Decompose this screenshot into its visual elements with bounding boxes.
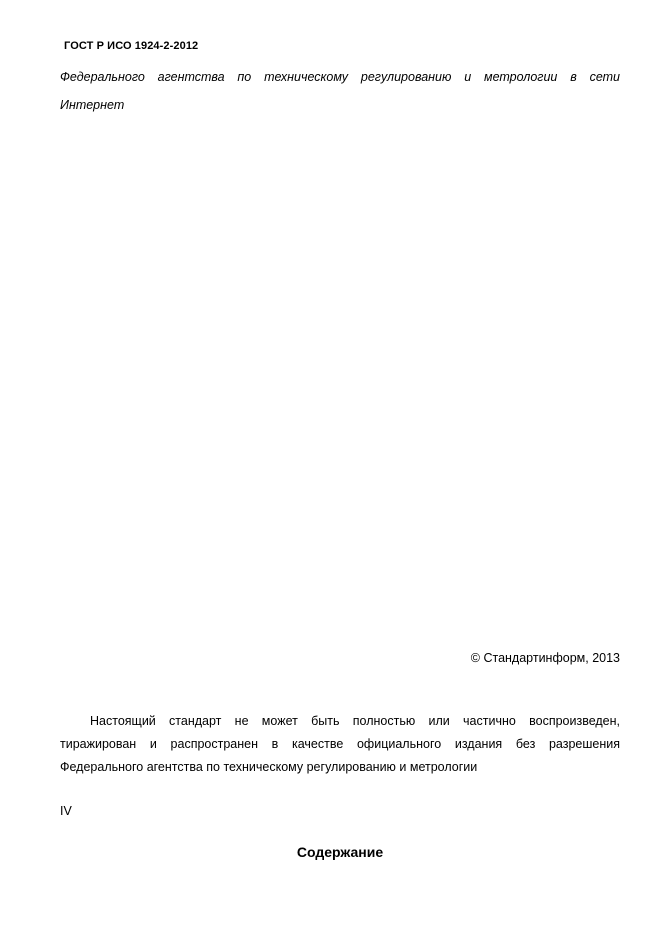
copyright-notice: © Стандартинформ, 2013	[470, 651, 620, 665]
intro-line-1: Федерального агентства по техническому регулированию и метрологии в сети	[60, 70, 620, 84]
notice-line-2: тиражирован и распространен в качестве официального издания без разрешения	[60, 737, 620, 751]
standard-code-header: ГОСТ Р ИСО 1924-2-2012	[64, 40, 199, 52]
contents-title: Содержание	[296, 844, 384, 860]
notice-line-3: Федерального агентства по техническому регулированию и метрологии	[60, 760, 478, 774]
page-number: IV	[60, 804, 72, 818]
notice-line-1: Настоящий стандарт не может быть полностью или частично воспроизведен,	[90, 714, 620, 728]
intro-line-2: Интернет	[60, 98, 125, 112]
